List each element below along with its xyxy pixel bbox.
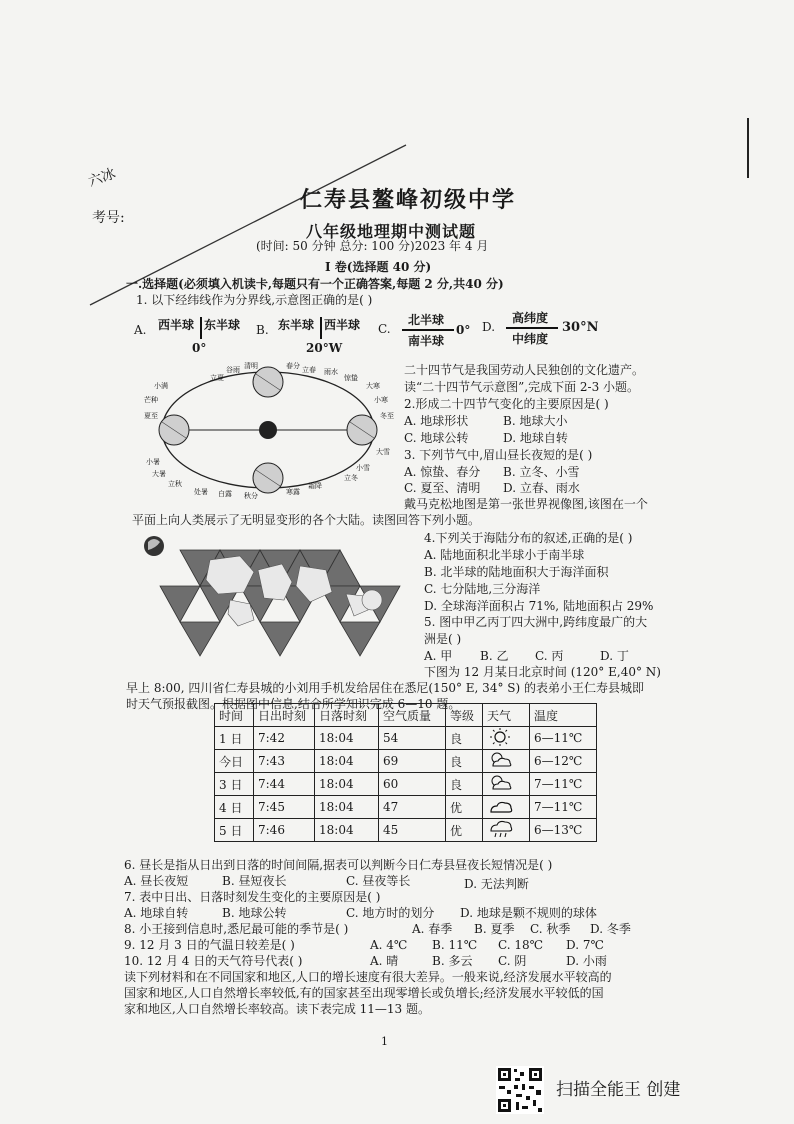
q2-option-a: A. 地球形状 <box>404 414 469 428</box>
q4-option-a: A. 陆地面积北半球小于南半球 <box>424 548 585 562</box>
table-row: 5 日 7:46 18:04 45 优 6—13℃ <box>215 819 597 842</box>
intro-2-3-line1: 二十四节气是我国劳动人民独创的文化遗产。 <box>404 363 645 377</box>
q7-option-d: D. 地球是颗不规则的球体 <box>460 906 597 920</box>
svg-text:谷雨: 谷雨 <box>226 366 240 374</box>
q5-option-a: A. 甲 <box>424 649 453 663</box>
svg-text:小寒: 小寒 <box>374 396 388 404</box>
cloud-icon <box>487 797 513 815</box>
q10-stem: 10. 12 月 4 日的天气符号代表( ) <box>124 954 303 968</box>
q8-option-b: B. 夏季 <box>474 922 515 936</box>
svg-text:雨水: 雨水 <box>324 368 338 376</box>
q7-option-a: A. 地球自转 <box>124 906 189 920</box>
q9-option-a: A. 4℃ <box>370 938 408 952</box>
margin-handwriting-id: 考号: <box>92 210 125 226</box>
intro-6-10-line3: 时天气预报截图。根据图中信息,结合所学知识完成 6—10 题。 <box>126 697 461 711</box>
q9-option-d: D. 7℃ <box>566 938 604 952</box>
school-name: 仁寿县鳌峰初级中学 <box>300 187 517 213</box>
page-number: 1 <box>381 1035 388 1048</box>
q3-option-c: C. 夏至、清明 <box>404 481 481 495</box>
partly-cloudy-icon <box>487 774 513 792</box>
q3-option-a: A. 惊蛰、春分 <box>404 465 481 479</box>
q7-option-b: B. 地球公转 <box>222 906 287 920</box>
svg-text:白露: 白露 <box>218 490 232 498</box>
q4-option-d: D. 全球海洋面积占 71%, 陆地面积占 29% <box>424 599 654 613</box>
svg-text:大雪: 大雪 <box>376 448 390 456</box>
q8-option-a: A. 春季 <box>412 922 453 936</box>
svg-text:立夏: 立夏 <box>210 374 224 382</box>
svg-text:秋分: 秋分 <box>244 492 258 500</box>
svg-text:夏至: 夏至 <box>144 412 158 420</box>
intro-11-13-line3: 家和地区,人口自然增长率较高。读下表完成 11—13 题。 <box>124 1002 430 1016</box>
weather-table <box>214 703 597 842</box>
q3-option-d: D. 立春、雨水 <box>503 481 580 495</box>
q5-option-b: B. 乙 <box>480 649 509 663</box>
solar-terms-diagram <box>144 358 394 500</box>
q4-option-b: B. 北半球的陆地面积大于海洋面积 <box>424 565 609 579</box>
q1-option-a: A. 西半球 东半球 0° <box>134 318 241 355</box>
q8-option-c: C. 秋季 <box>530 922 571 936</box>
svg-text:芒种: 芒种 <box>144 396 158 404</box>
exam-info: (时间: 50 分钟 总分: 100 分)2023 年 4 月 <box>256 239 489 253</box>
q9-option-b: B. 11℃ <box>432 938 478 952</box>
q8-option-d: D. 冬季 <box>590 922 631 936</box>
intro-2-3-line2: 读“二十四节气示意图”,完成下面 2-3 小题。 <box>404 380 640 394</box>
q10-option-c: C. 阴 <box>498 954 527 968</box>
intro-4-5-line1: 戴马克松地图是第一张世界视像图,该图在一个 <box>404 497 648 511</box>
table-row: 1 日 7:42 18:04 54 良 6—11℃ <box>215 727 597 750</box>
svg-text:霜降: 霜降 <box>308 482 322 490</box>
q4-option-c: C. 七分陆地,三分海洋 <box>424 582 541 596</box>
intro-11-13-line1: 读下列材料和在不同国家和地区,人口的增长速度有很大差异。一般来说,经济发展水平较高的 <box>124 970 612 984</box>
q6-option-b: B. 昼短夜长 <box>222 874 287 888</box>
svg-text:小满: 小满 <box>154 382 168 390</box>
svg-text:惊蛰: 惊蛰 <box>344 374 358 382</box>
q5-stem-line2: 洲是( ) <box>424 632 462 646</box>
q9-stem: 9. 12 月 3 日的气温日较差是( ) <box>124 938 295 952</box>
margin-handwriting-name: 六冰 <box>86 165 118 191</box>
edge-mark <box>745 118 751 178</box>
svg-text:春分: 春分 <box>286 362 300 370</box>
table-row: 今日 7:43 18:04 69 良 6—12℃ <box>215 750 597 773</box>
q5-option-d: D. 丁 <box>600 649 629 663</box>
partly-cloudy-icon <box>487 751 513 769</box>
q8-stem: 8. 小王接到信息时,悉尼最可能的季节是( ) <box>124 922 349 936</box>
dymaxion-map <box>140 530 412 662</box>
q2-option-d: D. 地球自转 <box>503 431 568 445</box>
part1-title: 一.选择题(必须填入机读卡,每题只有一个正确答案,每题 2 分,共40 分) <box>126 277 504 291</box>
q10-option-a: A. 晴 <box>370 954 399 968</box>
svg-text:立冬: 立冬 <box>344 474 358 482</box>
q5-option-c: C. 丙 <box>535 649 564 663</box>
q7-stem: 7. 表中日出、日落时刻发生变化的主要原因是( ) <box>124 890 381 904</box>
exam-title: 八年级地理期中测试题 <box>306 222 477 241</box>
section-title: I 卷(选择题 40 分) <box>325 260 432 274</box>
sun-icon <box>487 728 513 746</box>
q9-option-c: C. 18℃ <box>498 938 544 952</box>
qr-code-icon <box>496 1066 544 1114</box>
intro-4-5-line2: 平面上向人类展示了无明显变形的各个大陆。读图回答下列小题。 <box>132 513 481 527</box>
svg-text:处暑: 处暑 <box>194 488 208 496</box>
svg-text:小暑: 小暑 <box>146 458 160 466</box>
table-row: 3 日 7:44 18:04 60 良 7—11℃ <box>215 773 597 796</box>
svg-text:小雪: 小雪 <box>356 464 370 472</box>
q4-stem: 4.下列关于海陆分布的叙述,正确的是( ) <box>424 531 633 545</box>
svg-text:大暑: 大暑 <box>152 470 166 478</box>
q2-option-c: C. 地球公转 <box>404 431 469 445</box>
q1-option-d: D. 高纬度 中纬度 30°N <box>482 311 599 346</box>
q5-stem-line1: 5. 图中甲乙丙丁四大洲中,跨纬度最广的大 <box>424 615 648 629</box>
table-header-row: 时间 日出时刻 日落时刻 空气质量 等级 天气 温度 <box>215 704 597 727</box>
svg-text:冬至: 冬至 <box>380 412 394 420</box>
q1-option-b: B. 东半球 西半球 20°W <box>256 318 361 355</box>
sun-icon <box>259 421 277 439</box>
scanner-watermark: 扫描全能王 创建 <box>556 1080 681 1100</box>
q10-option-b: B. 多云 <box>432 954 473 968</box>
q3-option-b: B. 立冬、小雪 <box>503 465 580 479</box>
intro-11-13-line2: 国家和地区,人口自然增长率较低,有的国家甚至出现零增长或负增长;经济发展水平较低的国 <box>124 986 604 1000</box>
svg-text:立秋: 立秋 <box>168 480 182 488</box>
svg-text:立春: 立春 <box>302 366 316 374</box>
q1-option-c: C. 北半球 南半球 0° <box>378 313 471 348</box>
svg-text:清明: 清明 <box>244 362 258 370</box>
q6-option-d: D. 无法判断 <box>464 877 529 891</box>
q10-option-d: D. 小雨 <box>566 954 607 968</box>
intro-6-10-line2: 早上 8:00, 四川省仁寿县城的小刘用手机发给居住在悉尼(150° E, 34° S) 的表弟小王仁寿县城即 <box>126 681 644 695</box>
svg-text:寒露: 寒露 <box>286 488 300 496</box>
q6-option-c: C. 昼夜等长 <box>346 874 411 888</box>
q7-option-c: C. 地方时的划分 <box>346 906 435 920</box>
q3-stem: 3. 下列节气中,眉山昼长夜短的是( ) <box>404 448 593 462</box>
light-rain-icon <box>487 820 513 838</box>
table-row: 4 日 7:45 18:04 47 优 7—11℃ <box>215 796 597 819</box>
q6-option-a: A. 昼长夜短 <box>124 874 189 888</box>
q2-option-b: B. 地球大小 <box>503 414 568 428</box>
intro-6-10-line1: 下图为 12 月某日北京时间 (120° E,40° N) <box>424 665 661 679</box>
q2-stem: 2.形成二十四节气变化的主要原因是( ) <box>404 397 609 411</box>
q6-stem: 6. 昼长是指从日出到日落的时间间隔,据表可以判断今日仁寿县昼夜长短情况是( ) <box>124 858 553 872</box>
q1-stem: 1. 以下经纬线作为分界线,示意图正确的是( ) <box>136 293 373 307</box>
svg-text:大寒: 大寒 <box>366 382 380 390</box>
